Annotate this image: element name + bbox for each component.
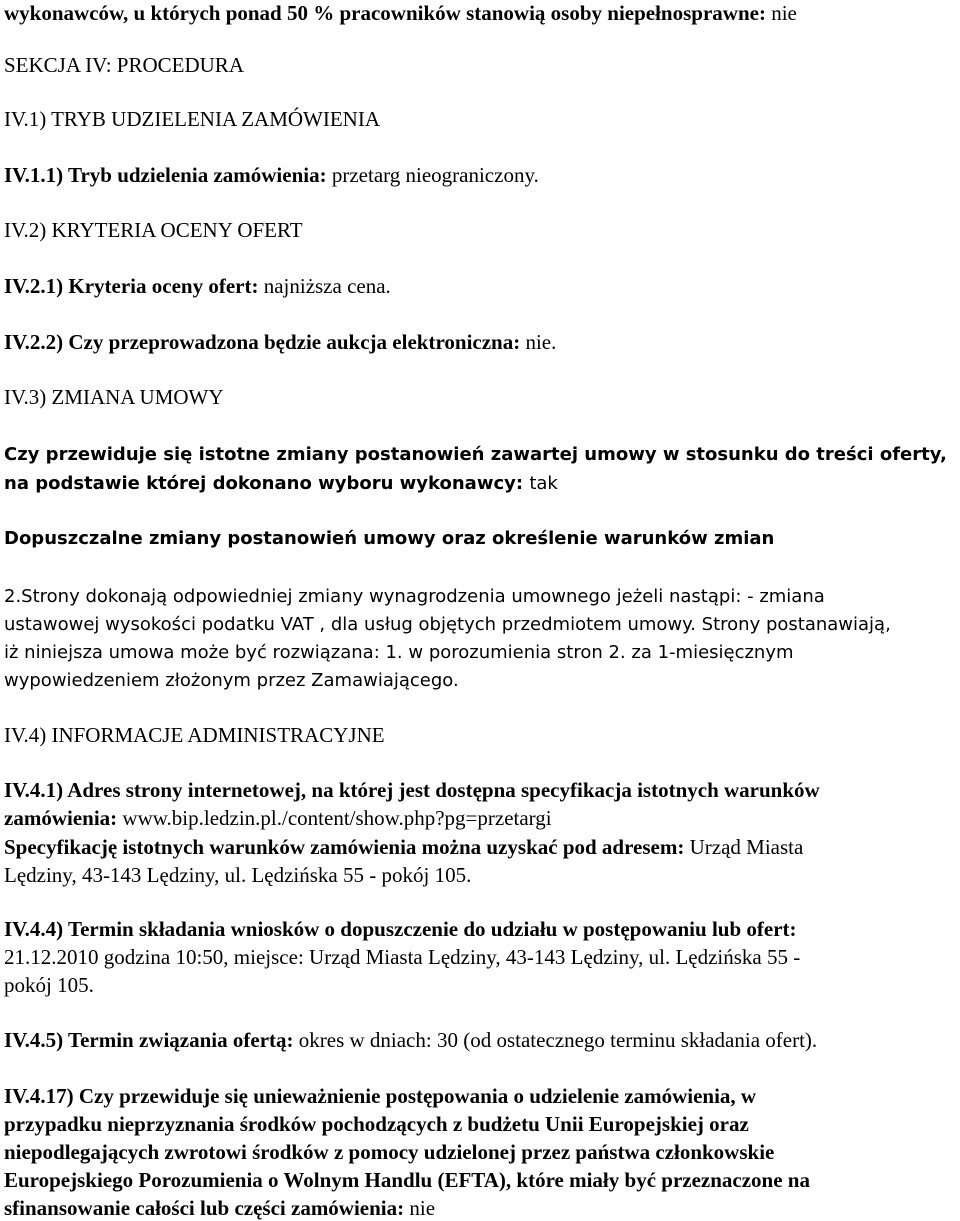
spec-address-label: Specyfikację istotnych warunków zamówienia można uzyskać pod adresem:: [4, 835, 690, 859]
allowed-changes-text-3: iż niniejsza umowa może być rozwiązana: 1. w porozumienia stron 2. za 1-miesięcznym: [4, 642, 794, 663]
allowed-changes-text-1: 2.Strony dokonają odpowiedniej zmiany wynagrodzenia umownego jeżeli nastąpi: - zmiana: [4, 586, 825, 607]
iv-4-17-line-2: przypadku nieprzyznania środków pochodzących z budżetu Unii Europejskiej oraz: [4, 1112, 749, 1136]
section-iv-heading: SEKCJA IV: PROCEDURA: [4, 53, 244, 77]
disabled-workers-value: nie: [771, 1, 797, 25]
iv-4-1-label-line-2: zamówienia:: [4, 806, 123, 830]
iv-4-17-label-end: sfinansowanie całości lub części zamówienia:: [4, 1196, 410, 1220]
heading-iv-2: IV.2) KRYTERIA OCENY OFERT: [4, 218, 303, 242]
iv-4-17-value: nie: [409, 1196, 436, 1220]
contract-change-value: tak: [529, 473, 558, 494]
iv-1-1-value: przetarg nieograniczony.: [331, 163, 539, 187]
line-iv-1-1: [4, 162, 539, 188]
iv-4-17-line-4: Europejskiego Porozumienia o Wolnym Handlu (EFTA), które miały być przeznaczone na: [4, 1168, 810, 1192]
disabled-workers-label: wykonawców, u których ponad 50 % pracowników stanowią osoby niepełnosprawne:: [4, 1, 772, 25]
iv-1-1-label: IV.1.1) Tryb udzielenia zamówienia:: [4, 163, 332, 187]
line-iv-2-1: [4, 273, 391, 299]
iv-4-17-line-5: [4, 1195, 435, 1221]
spec-url-link[interactable]: www.bip.ledzin.pl./content/show.php?pg=przetargi: [122, 806, 552, 830]
iv-4-17-line-1: IV.4.17) Czy przewiduje się unieważnienie postępowania o udzielenie zamówienia, w: [4, 1084, 757, 1108]
iv-4-5-label: IV.4.5) Termin związania ofertą:: [4, 1028, 299, 1052]
spec-address-line-2: Lędziny, 43-143 Lędziny, ul. Lędzińska 55 - pokój 105.: [4, 863, 472, 887]
spec-address-line-1: [4, 834, 803, 860]
heading-iv-1: IV.1) TRYB UDZIELENIA ZAMÓWIENIA: [4, 107, 381, 131]
iv-2-1-label: IV.2.1) Kryteria oceny ofert:: [4, 274, 264, 298]
iv-4-4-value-line-2: pokój 105.: [4, 973, 94, 997]
heading-iv-3: IV.3) ZMIANA UMOWY: [4, 385, 224, 409]
allowed-changes-text-2: ustawowej wysokości podatku VAT , dla usług objętych przedmiotem umowy. Strony postanawiają,: [4, 614, 891, 635]
contract-change-label: na podstawie której dokonano wyboru wykonawcy:: [4, 473, 530, 494]
line-disabled-workers: [4, 0, 797, 26]
iv-2-1-value: najniższa cena.: [263, 274, 391, 298]
iv-4-4-value-line-1: 21.12.2010 godzina 10:50, miejsce: Urząd Miasta Lędziny, 43-143 Lędziny, ul. Lędzińska 55 -: [4, 945, 801, 969]
iv-4-1-label-line-1: IV.4.1) Adres strony internetowej, na której jest dostępna specyfikacja istotnych warunków: [4, 778, 820, 802]
allowed-changes-text-4: wypowiedzeniem złożonym przez Zamawiającego.: [4, 670, 459, 691]
iv-2-2-label: IV.2.2) Czy przeprowadzona będzie aukcja elektroniczna:: [4, 330, 526, 354]
line-iv-4-5: [4, 1027, 817, 1053]
iv-4-5-value: okres w dniach: 30 (od ostatecznego terminu składania ofert).: [298, 1028, 818, 1052]
heading-iv-4: IV.4) INFORMACJE ADMINISTRACYJNE: [4, 723, 385, 747]
contract-change-question-line-2: [4, 471, 558, 497]
iv-2-2-value: nie.: [525, 330, 557, 354]
contract-change-question-line-1: Czy przewiduje się istotne zmiany postanowień zawartej umowy w stosunku do treści oferty,: [4, 444, 947, 465]
line-iv-2-2: [4, 329, 556, 355]
iv-4-17-line-3: niepodlegających zwrotowi środków z pomocy udzielonej przez państwa członkowskie: [4, 1140, 775, 1164]
allowed-changes-heading: Dopuszczalne zmiany postanowień umowy oraz określenie warunków zmian: [4, 528, 775, 549]
iv-4-1-line-2: [4, 805, 552, 831]
spec-address-value: Urząd Miasta: [689, 835, 804, 859]
iv-4-4-label: IV.4.4) Termin składania wniosków o dopuszczenie do udziału w postępowaniu lub ofert:: [4, 917, 797, 941]
